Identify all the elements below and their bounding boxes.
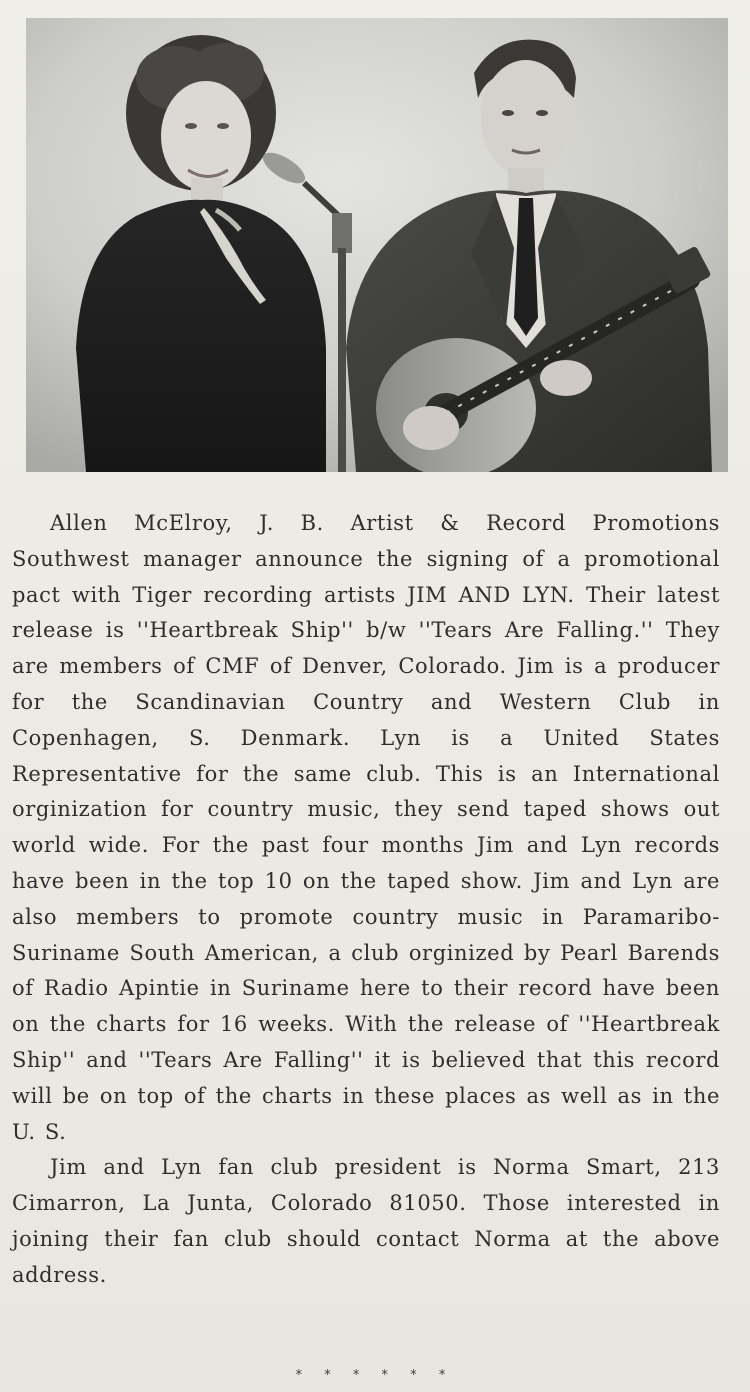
article-paragraph-announcement: Allen McElroy, J. B. Artist & Record Promotions Southwest manager announce the signing of a promotional pact with Tiger recording artists JIM AND LYN. Their latest release is ''Heartbreak Ship'' b/w ''Tears Are Falling.'' They are members of CMF of Denver, Colorado. Jim is a producer for the Scandinavian Country and Western Club in Copenhagen, S. Denmark. Lyn is a United States Representative for the same club. This is an International orginization for country music, they send taped shows out world wide. For the past four months Jim and Lyn records have been in the top 10 on the taped show. Jim and Lyn are also members to promote country music in Paramaribo-Suriname South American, a club orginized by Pearl Barends of Radio Apintie in Suriname here to their record have been on the charts for 16 weeks. With the release of ''Heartbreak Ship'' and ''Tears Are Falling'' it is believed that this record will be on top of the charts in these places as well as in the U. S. xyxy=(12,511,720,1144)
article-body xyxy=(12,506,720,1294)
jim-and-lyn-photo xyxy=(26,18,728,472)
end-ornament: * * * * * * xyxy=(295,1368,455,1383)
article-paragraph-fan-club: Jim and Lyn fan club president is Norma Smart, 213 Cimarron, La Junta, Colorado 81050. Those interested in joining their fan club should contact Norma at the above address. xyxy=(12,1155,720,1287)
